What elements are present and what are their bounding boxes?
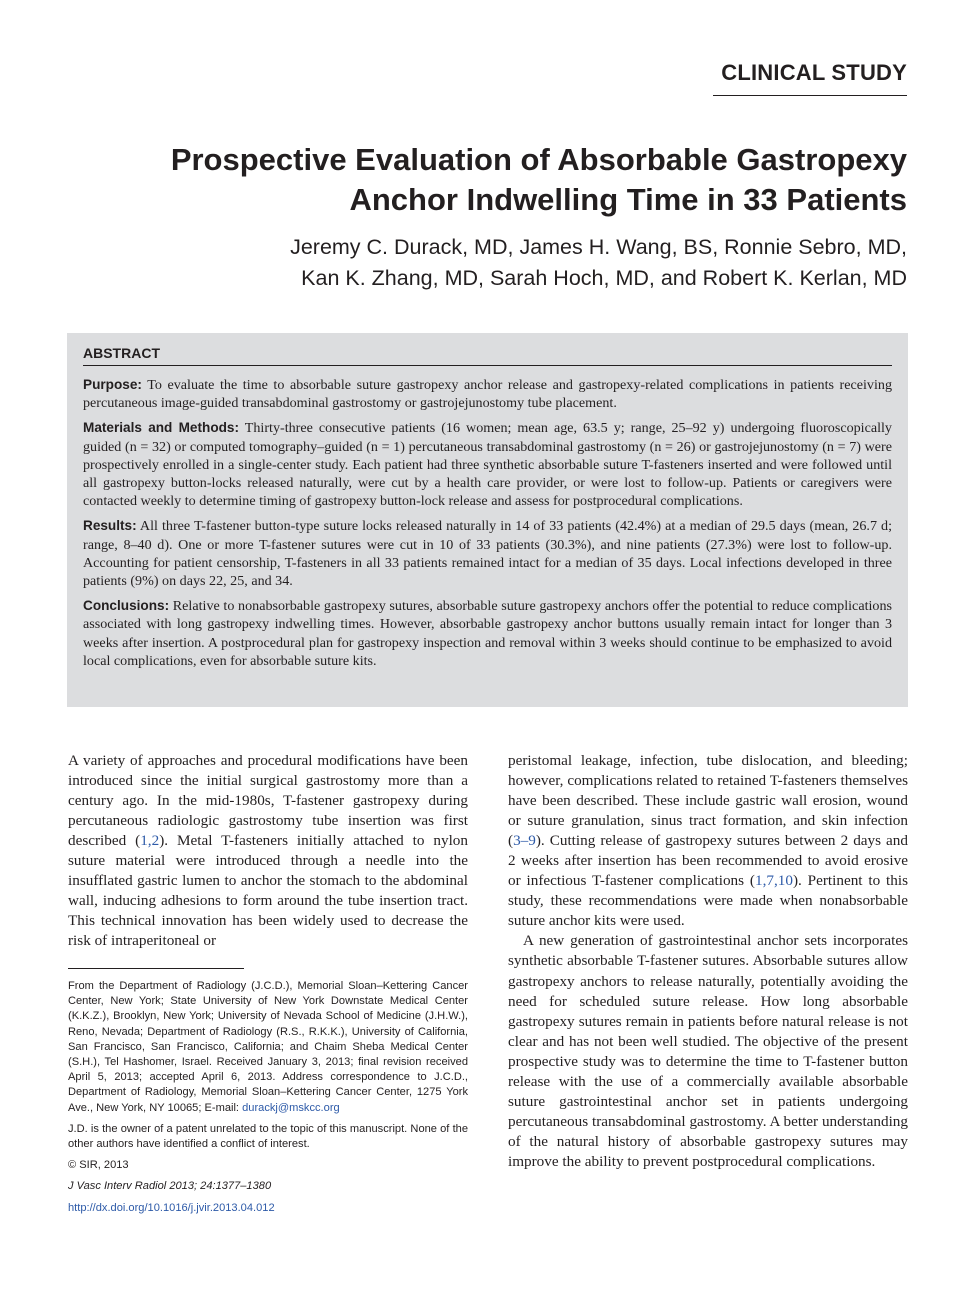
email-link[interactable]: durackj@mskcc.org xyxy=(242,1101,340,1114)
abstract-section-text: All three T-fastener button-type suture locks released naturally in 14 of 33 patients (42.4%) at a median of 29.5 days (mean, 26.7 d; range, 8–40 d). One or more T-fastener sutures were cut in 10 of 33 patients (30.3%), and nine patients (27.3%) were lost to follow-up. Accounting for patient censorship, T-fasteners in all 33 patients remained intact for a median of 35 days. Local infections developed in three patients (9%) on days 22, 25, and 34. xyxy=(83,518,893,590)
address-text: to J.C.D., Department of Radiology, Memorial Sloan–Kettering Cancer Center, 1275 York Ave., New York, NY 10065; E-mail: xyxy=(68,1071,468,1114)
abstract-section-label: Results: xyxy=(83,518,137,534)
abstract-section-text: Thirty-three consecutive patients (16 women; mean age, 63.5 y; range, 25–92 y) undergoing fluoroscopically guided (n = 32) or computed tomography–guided (n = 1) percutaneous transabdominal gastrostomy (n = 26) or gastrojejunostomy (n = 7) were prospectively enrolled in a single-center study. Each patient had three synthetic absorbable suture T-fasteners inserted and were followed until all gastropexy button-locks released naturally, were cut by a health care provider, or were lost to follow-up. Patients or caregivers were contacted weekly to determine timing of gastropexy button-lock release and assess for postprocedural complications. xyxy=(83,420,892,510)
copyright-note: © SIR, 2013 xyxy=(68,1159,129,1172)
affiliation-text: From the Department of Radiology (J.C.D.), Memorial Sloan–Kettering Cancer Center, New York; State University of New York Downstate Medical Center (K.K.Z.), Brooklyn, New York; University of Nevada School of Medicine (J.H.W.), Reno, Nevada; Department of Radiology (R.S., R.K.K.), University of California, San Francisco, San Francisco, California; and Chaim Sheba Medical Center (S.H.), Tel Hashomer, Israel. Received January 3, 2013; final revision received April 5, 2013; accepted April 6, 2013. xyxy=(68,980,468,1084)
body-column-left xyxy=(68,751,468,951)
author-list xyxy=(87,232,907,294)
address-label: Address correspondence xyxy=(282,1071,410,1084)
abstract-box xyxy=(67,333,908,707)
authors-line: Jeremy C. Durack, MD, James H. Wang, BS, Ronnie Sebro, MD, xyxy=(290,235,907,259)
abstract-section-label: Conclusions: xyxy=(83,598,170,614)
title-line: Anchor Indwelling Time in 33 Patients xyxy=(349,182,907,217)
footnote-divider xyxy=(68,968,244,969)
body-text: peristomal leakage, infection, tube dislocation, and bleeding; however, complications related to retained T-fasteners themselves have been described. These include gastric wall erosion, wound or suture granulation, sinus tract formation, and skin infection ( xyxy=(508,752,908,850)
reference-link[interactable]: 1,7,10 xyxy=(754,872,793,890)
abstract-conclusions xyxy=(83,597,892,670)
journal-citation: J Vasc Interv Radiol 2013; 24:1377–1380 xyxy=(68,1180,272,1193)
abstract-section-text: To evaluate the time to absorbable suture gastropexy anchor release and gastropexy-related complications in patients receiving percutaneous image-guided transabdominal gastrostomy or gastrojejunostomy tube placement. xyxy=(83,377,892,412)
body-text: ). Metal T-fasteners initially attached to nylon suture material were introduced through a needle into the insufflated gastric lumen to anchor the stomach to the abdominal wall, inducing adhesions to form around the tube insertion tract. This technical innovation has been widely used to decrease the risk of intraperitoneal or xyxy=(68,832,468,950)
disclosure-note: J.D. is the owner of a patent unrelated to the topic of this manuscript. None of the other authors have identified a conflict of interest. xyxy=(68,1122,468,1151)
section-divider xyxy=(713,95,907,96)
title-line: Prospective Evaluation of Absorbable Gastropexy xyxy=(170,142,907,177)
body-column-right xyxy=(508,751,908,1172)
abstract-methods xyxy=(83,419,892,510)
abstract-section-text: Relative to nonabsorbable gastropexy sutures, absorbable suture gastropexy anchors offer the potential to reduce complications associated with long gastropexy indwelling times. However, absorbable gastropexy anchor buttons usually remain intact for longer than 3 weeks after insertion. A postprocedural plan for gastropexy inspection and removal within 3 weeks should continue to be emphasized to avoid local complications, even for absorbable suture kits. xyxy=(83,598,892,669)
abstract-section-label: Purpose: xyxy=(83,377,142,392)
body-text: ). Cutting release of gastropexy sutures between 2 days and 2 weeks after insertion has been recommended to avoid erosive or infectious T-fastener complications ( xyxy=(508,832,908,890)
abstract-section-label: Materials and Methods: xyxy=(83,420,240,436)
body-text: ). Pertinent to this study, these recommendations were made when nonabsorbable suture anchor kits were used. xyxy=(508,872,908,930)
footnotes xyxy=(68,979,468,1222)
reference-link[interactable]: 3–9 xyxy=(513,832,536,850)
doi-link[interactable]: http://dx.doi.org/10.1016/j.jvir.2013.04.012 xyxy=(68,1201,275,1214)
abstract-results xyxy=(83,517,892,590)
body-paragraph: A new generation of gastrointestinal anchor sets incorporates synthetic absorbable T-fastener sutures. Absorbable sutures allow gastropexy anchors to release naturally, potentially avoiding the need for scheduled suture release. How long absorbable gastropexy sutures remain in patients before natural release is not clear and has not been well studied. The objective of the present prospective study was to determine the time to T-fastener button release with the use of a commercially available absorbable suture gastrointestinal anchor set in patients undergoing percutaneous transabdominal gastrostomy. A better understanding of the natural history of absorbable gastropexy sutures may improve the ability to prevent postprocedural complications. xyxy=(508,932,908,1170)
body-paragraph xyxy=(68,751,468,951)
abstract-heading: ABSTRACT xyxy=(83,343,892,366)
authors-line: Kan K. Zhang, MD, Sarah Hoch, MD, and Robert K. Kerlan, MD xyxy=(301,266,907,290)
body-text: A variety of approaches and procedural modifications have been introduced since the initial surgical gastrostomy more than a century ago. In the mid-1980s, T-fastener gastropexy during percutaneous radiologic gastrostomy tube insertion was first described ( xyxy=(68,752,468,850)
affiliation-note xyxy=(68,979,468,1116)
section-label: CLINICAL STUDY xyxy=(721,60,907,85)
body-paragraph xyxy=(508,751,908,931)
article-title xyxy=(87,140,907,220)
reference-link[interactable]: 1,2 xyxy=(140,832,160,850)
abstract-purpose xyxy=(83,376,892,412)
